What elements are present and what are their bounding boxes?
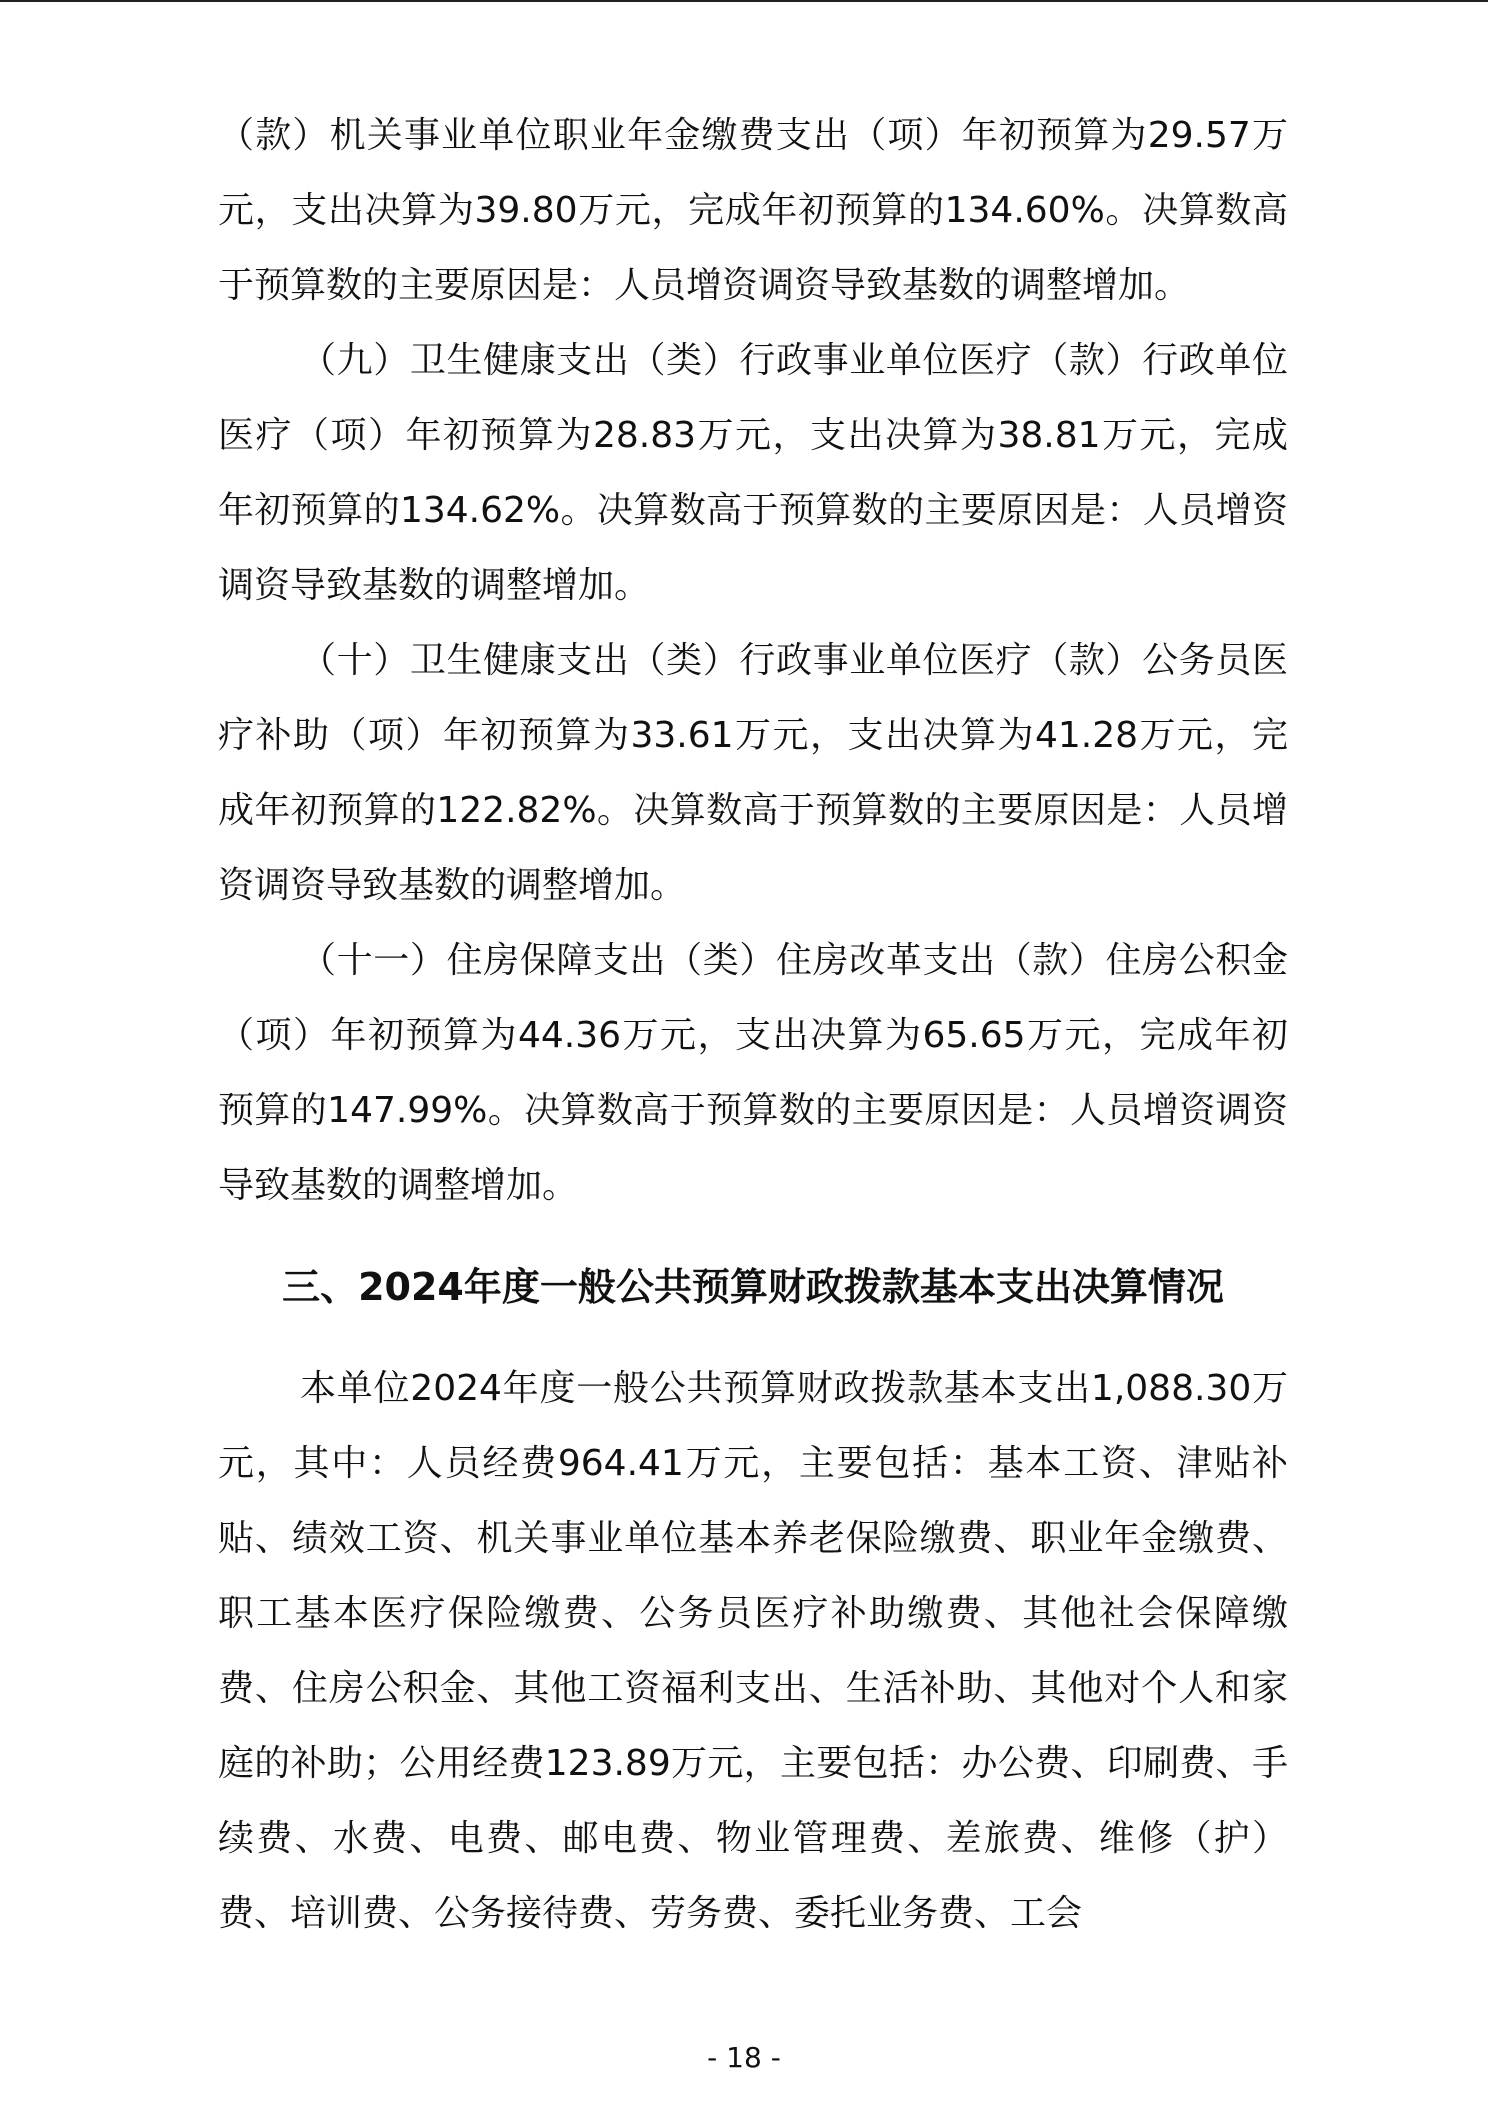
paragraph-item-9-medical: （九）卫生健康支出（类）行政事业单位医疗（款）行政单位医疗（项）年初预算为28.83万元，支出决算为38.81万元，完成年初预算的134.62%。决算数高于预算数的主要原因是：人员增资调资导致基数的调整增加。 <box>218 340 1288 606</box>
section-heading-basic-expenditure: 三、2024年度一般公共预算财政拨款基本支出决算情况 <box>282 1265 1224 1309</box>
paragraph-item-10-civil-servant-medical-subsidy: （十）卫生健康支出（类）行政事业单位医疗（款）公务员医疗补助（项）年初预算为33.61万元，支出决算为41.28万元，完成年初预算的122.82%。决算数高于预算数的主要原因是：人员增资调资导致基数的调整增加。 <box>218 640 1288 906</box>
page-top-border <box>0 0 1488 2</box>
document-body <box>218 98 1288 1951</box>
paragraph-basic-expenditure-details: 本单位2024年度一般公共预算财政拨款基本支出1,088.30万元，其中：人员经费964.41万元，主要包括：基本工资、津贴补贴、绩效工资、机关事业单位基本养老保险缴费、职业年金缴费、职工基本医疗保险缴费、公务员医疗补助缴费、其他社会保障缴费、住房公积金、其他工资福利支出、生活补助、其他对个人和家庭的补助；公用经费123.89万元，主要包括：办公费、印刷费、手续费、水费、电费、邮电费、物业管理费、差旅费、维修（护）费、培训费、公务接待费、劳务费、委托业务费、工会 <box>218 1368 1288 1934</box>
paragraph-continued-item8: （款）机关事业单位职业年金缴费支出（项）年初预算为29.57万元，支出决算为39.80万元，完成年初预算的134.60%。决算数高于预算数的主要原因是：人员增资调资导致基数的调整增加。 <box>218 115 1288 306</box>
paragraph-item-11-housing-fund: （十一）住房保障支出（类）住房改革支出（款）住房公积金（项）年初预算为44.36万元，支出决算为65.65万元，完成年初预算的147.99%。决算数高于预算数的主要原因是：人员增资调资导致基数的调整增加。 <box>218 940 1288 1206</box>
page-number: - 18 - <box>707 2041 781 2074</box>
